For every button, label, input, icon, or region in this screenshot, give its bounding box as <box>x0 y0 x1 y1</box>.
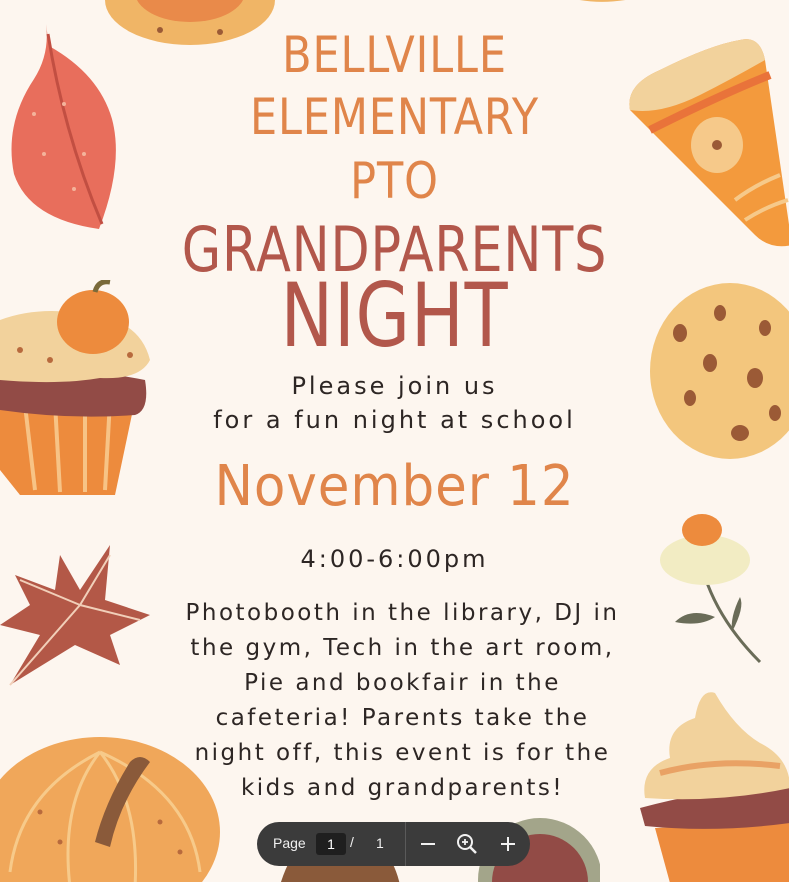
orange-leaf-top-right <box>570 0 660 10</box>
description-line: Photobooth in the library, DJ in <box>185 600 620 626</box>
zoom-in-button[interactable] <box>494 830 522 858</box>
description-line: night off, this event is for the <box>194 740 611 766</box>
description-line: Pie and bookfair in the <box>244 670 561 696</box>
magnifier-plus-icon <box>453 830 481 858</box>
event-title-line-1: GRANDPARENTS <box>181 213 608 286</box>
page-separator: / <box>350 834 354 850</box>
invite-line-2: for a fun night at school <box>213 406 576 434</box>
toolbar-divider <box>405 822 406 866</box>
org-line-2: ELEMENTARY <box>249 88 540 146</box>
event-time: 4:00-6:00pm <box>300 545 489 573</box>
org-line-1: BELLVILLE <box>282 26 507 84</box>
zoom-out-button[interactable] <box>414 830 442 858</box>
description-line: kids and grandparents! <box>240 775 565 801</box>
minus-icon <box>414 830 442 858</box>
cupcake-cream-illustration <box>640 688 789 882</box>
plus-icon <box>494 830 522 858</box>
invite-line-1: Please join us <box>291 372 498 400</box>
event-date: November 12 <box>214 454 575 519</box>
event-title-line-2: NIGHT <box>280 264 509 367</box>
description-line: cafeteria! Parents take the <box>215 705 590 731</box>
event-description <box>150 596 655 806</box>
description-line: the gym, Tech in the art room, <box>190 635 615 661</box>
total-pages: 1 <box>376 835 384 851</box>
page-number-input[interactable] <box>316 833 346 855</box>
pdf-toolbar <box>257 822 530 866</box>
zoom-button[interactable] <box>453 830 481 858</box>
daisy-flower-illustration <box>660 512 765 667</box>
org-line-3: PTO <box>350 152 439 210</box>
page-label: Page <box>273 835 306 851</box>
